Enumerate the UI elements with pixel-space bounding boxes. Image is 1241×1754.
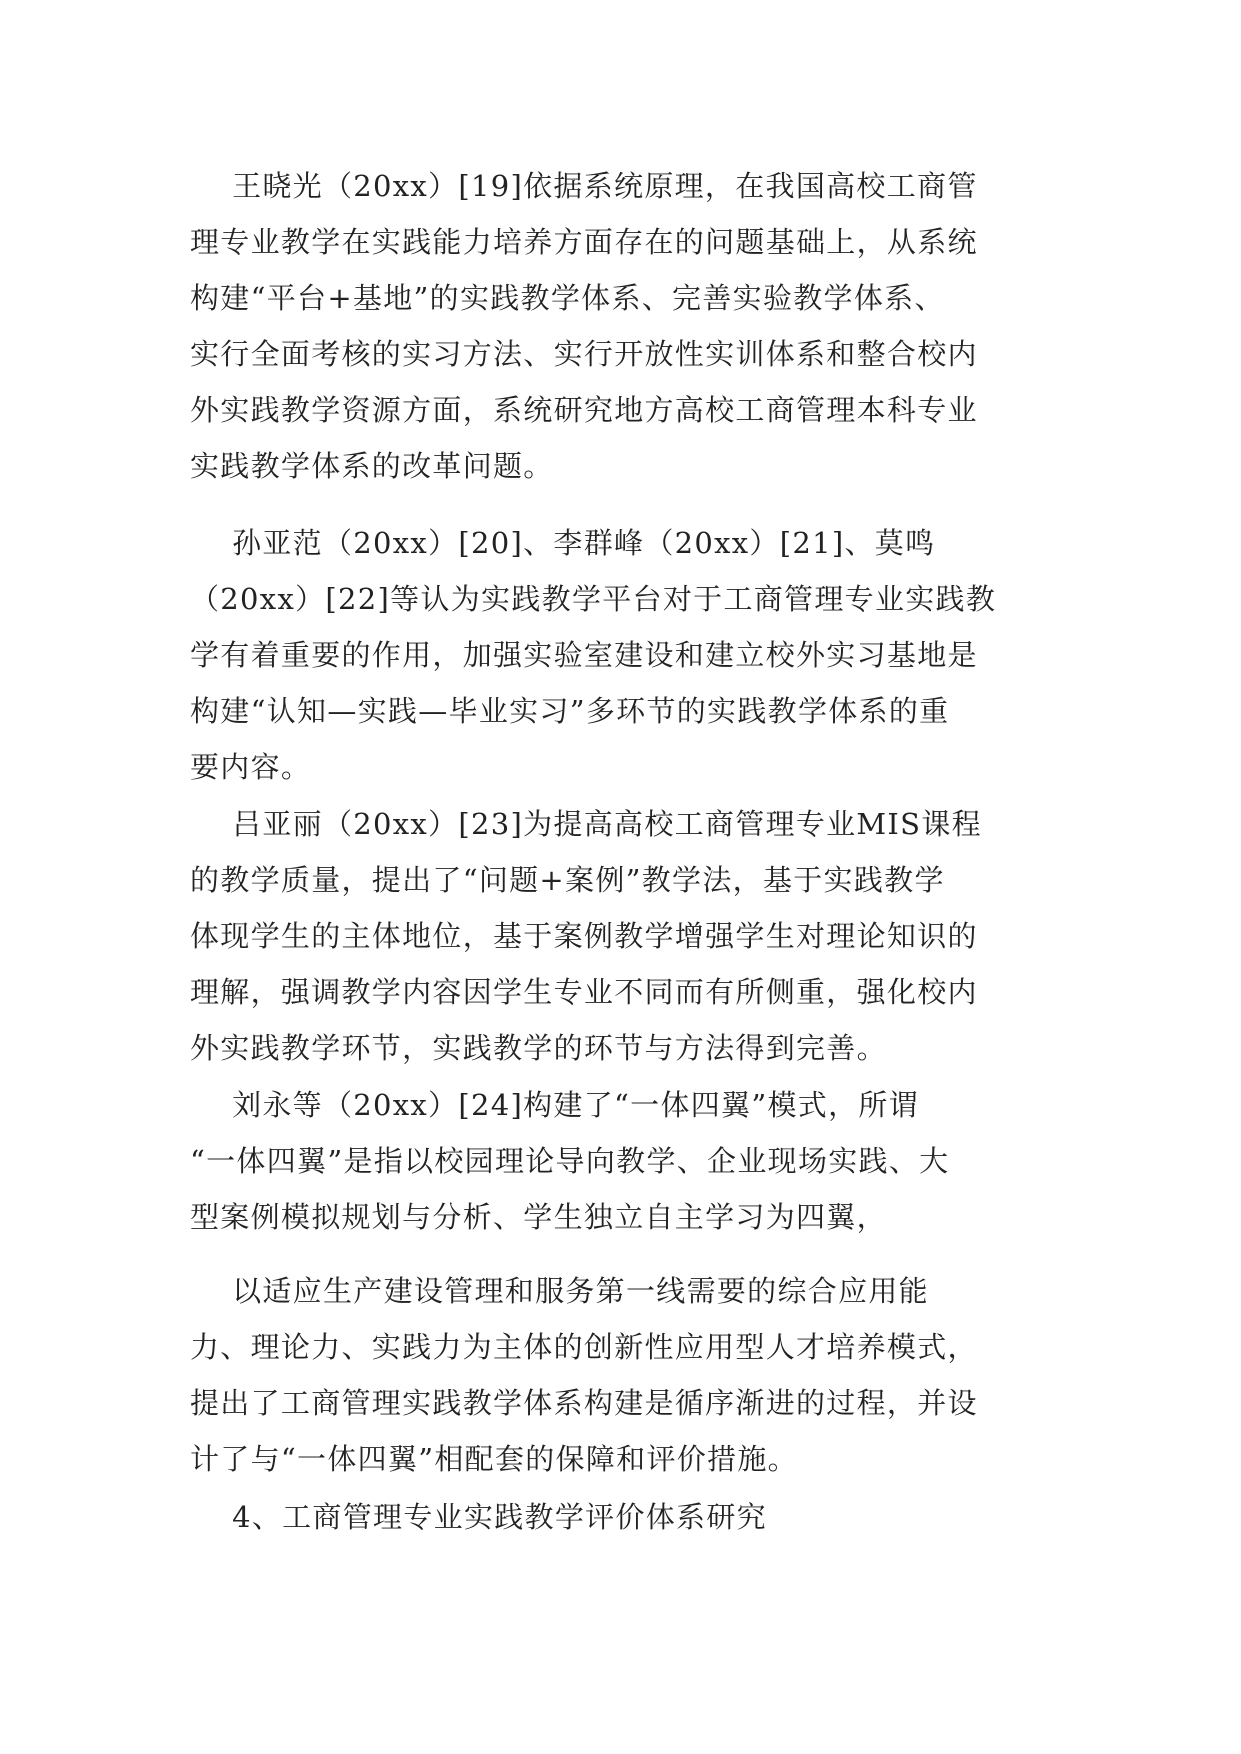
text-line: 外实践教学环节，实践教学的环节与方法得到完善。 bbox=[190, 1031, 887, 1065]
text-line: “一体四翼”是指以校园理论导向教学、企业现场实践、大 bbox=[190, 1144, 950, 1178]
text-line: 构建“认知—实践—毕业实习”多环节的实践教学体系的重 bbox=[190, 694, 950, 728]
text-line: 型案例模拟规划与分析、学生独立自主学习为四翼， bbox=[190, 1200, 887, 1234]
text-line: 提出了工商管理实践教学体系构建是循序渐进的过程，并设 bbox=[190, 1386, 978, 1420]
document-page bbox=[190, 0, 1050, 1754]
text-line: 王晓光（20xx）[19]依据系统原理，在我国高校工商管 bbox=[190, 169, 978, 203]
text-line: 实践教学体系的改革问题。 bbox=[190, 449, 554, 483]
text-line: 的教学质量，提出了“问题+案例”教学法，基于实践教学 bbox=[190, 863, 945, 897]
text-line: 构建“平台+基地”的实践教学体系、完善实验教学体系、 bbox=[190, 281, 945, 315]
text-line: 以适应生产建设管理和服务第一线需要的综合应用能 bbox=[190, 1274, 929, 1308]
text-line: 体现学生的主体地位，基于案例教学增强学生对理论知识的 bbox=[190, 919, 978, 953]
text-line: 吕亚丽（20xx）[23]为提高高校工商管理专业MIS课程 bbox=[190, 807, 982, 841]
section-heading: 4、工商管理专业实践教学评价体系研究 bbox=[190, 1500, 767, 1534]
text-line: 理专业教学在实践能力培养方面存在的问题基础上，从系统 bbox=[190, 225, 978, 259]
text-line: 孙亚范（20xx）[20]、李群峰（20xx）[21]、莫鸣 bbox=[190, 526, 936, 560]
text-line: （20xx）[22]等认为实践教学平台对于工商管理专业实践教 bbox=[190, 582, 997, 616]
text-line: 实行全面考核的实习方法、实行开放性实训体系和整合校内 bbox=[190, 337, 978, 371]
text-line: 要内容。 bbox=[190, 750, 312, 784]
text-line: 理解，强调教学内容因学生专业不同而有所侧重，强化校内 bbox=[190, 975, 978, 1009]
text-line: 计了与“一体四翼”相配套的保障和评价措施。 bbox=[190, 1442, 798, 1476]
text-line: 刘永等（20xx）[24]构建了“一体四翼”模式，所谓 bbox=[190, 1088, 919, 1122]
text-line: 学有着重要的作用，加强实验室建设和建立校外实习基地是 bbox=[190, 638, 978, 672]
text-line: 力、理论力、实践力为主体的创新性应用型人才培养模式， bbox=[190, 1330, 978, 1364]
text-line: 外实践教学资源方面，系统研究地方高校工商管理本科专业 bbox=[190, 393, 978, 427]
